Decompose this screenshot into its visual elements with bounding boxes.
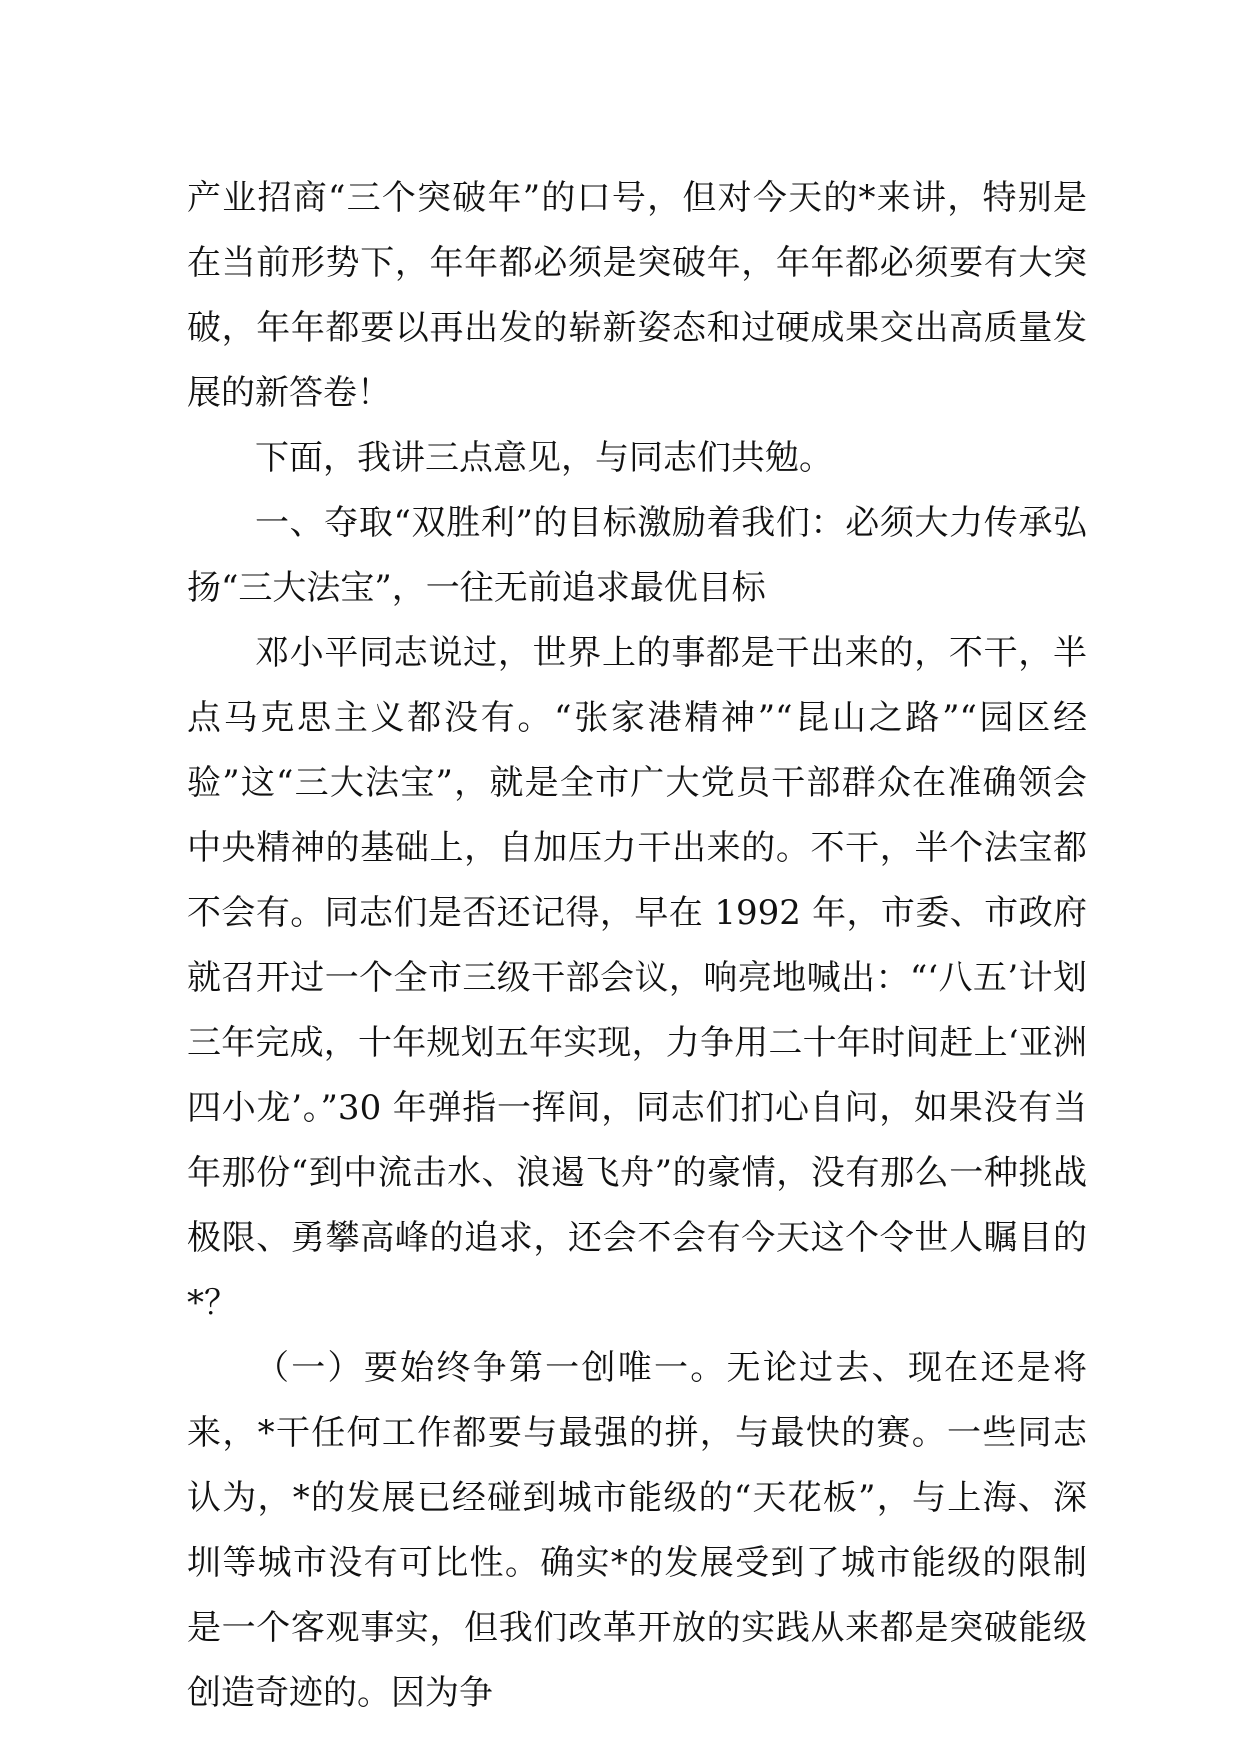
section-heading-1: 一、夺取“双胜利”的目标激励着我们：必须大力传承弘扬“三大法宝”，一往无前追求最优目标 (187, 503, 1087, 608)
paragraph-intro: 下面，我讲三点意见，与同志们共勉。 (255, 438, 833, 478)
paragraph-continuation: 产业招商“三个突破年”的口号，但对今天的*来讲，特别是在当前形势下，年年都必须是突破年，年年都必须要有大突破，年年都要以再出发的崭新姿态和过硬成果交出高质量发展的新答卷！ (187, 178, 1087, 413)
subsection-paragraph-1: （一）要始终争第一创唯一。无论过去、现在还是将来，*干任何工作都要与最强的拼，与最快的赛。一些同志认为，*的发展已经碰到城市能级的“天花板”，与上海、深圳等城市没有可比性。确实*的发展受到了城市能级的限制是一个客观事实，但我们改革开放的实践从来都是突破能级创造奇迹的。因为争 (187, 1348, 1087, 1713)
paragraph-body: 邓小平同志说过，世界上的事都是干出来的，不干，半点马克思主义都没有。“张家港精神”“昆山之路”“园区经验”这“三大法宝”，就是全市广大党员干部群众在准确领会中央精神的基础上，自加压力干出来的。不干，半个法宝都不会有。同志们是否还记得，早在 1992 年，市委、市政府就召开过一个全市三级干部会议，响亮地喊出：“‘八五’计划三年完成，十年规划五年实现，力争用二十年时间赶上‘亚洲四小龙’。”30 年弹指一挥间，同志们扪心自问，如果没有当年那份“到中流击水、浪遏飞舟”的豪情，没有那么一种挑战极限、勇攀高峰的追求，还会不会有今天这个令世人瞩目的*？ (187, 633, 1087, 1323)
document-page (187, 166, 1087, 1726)
